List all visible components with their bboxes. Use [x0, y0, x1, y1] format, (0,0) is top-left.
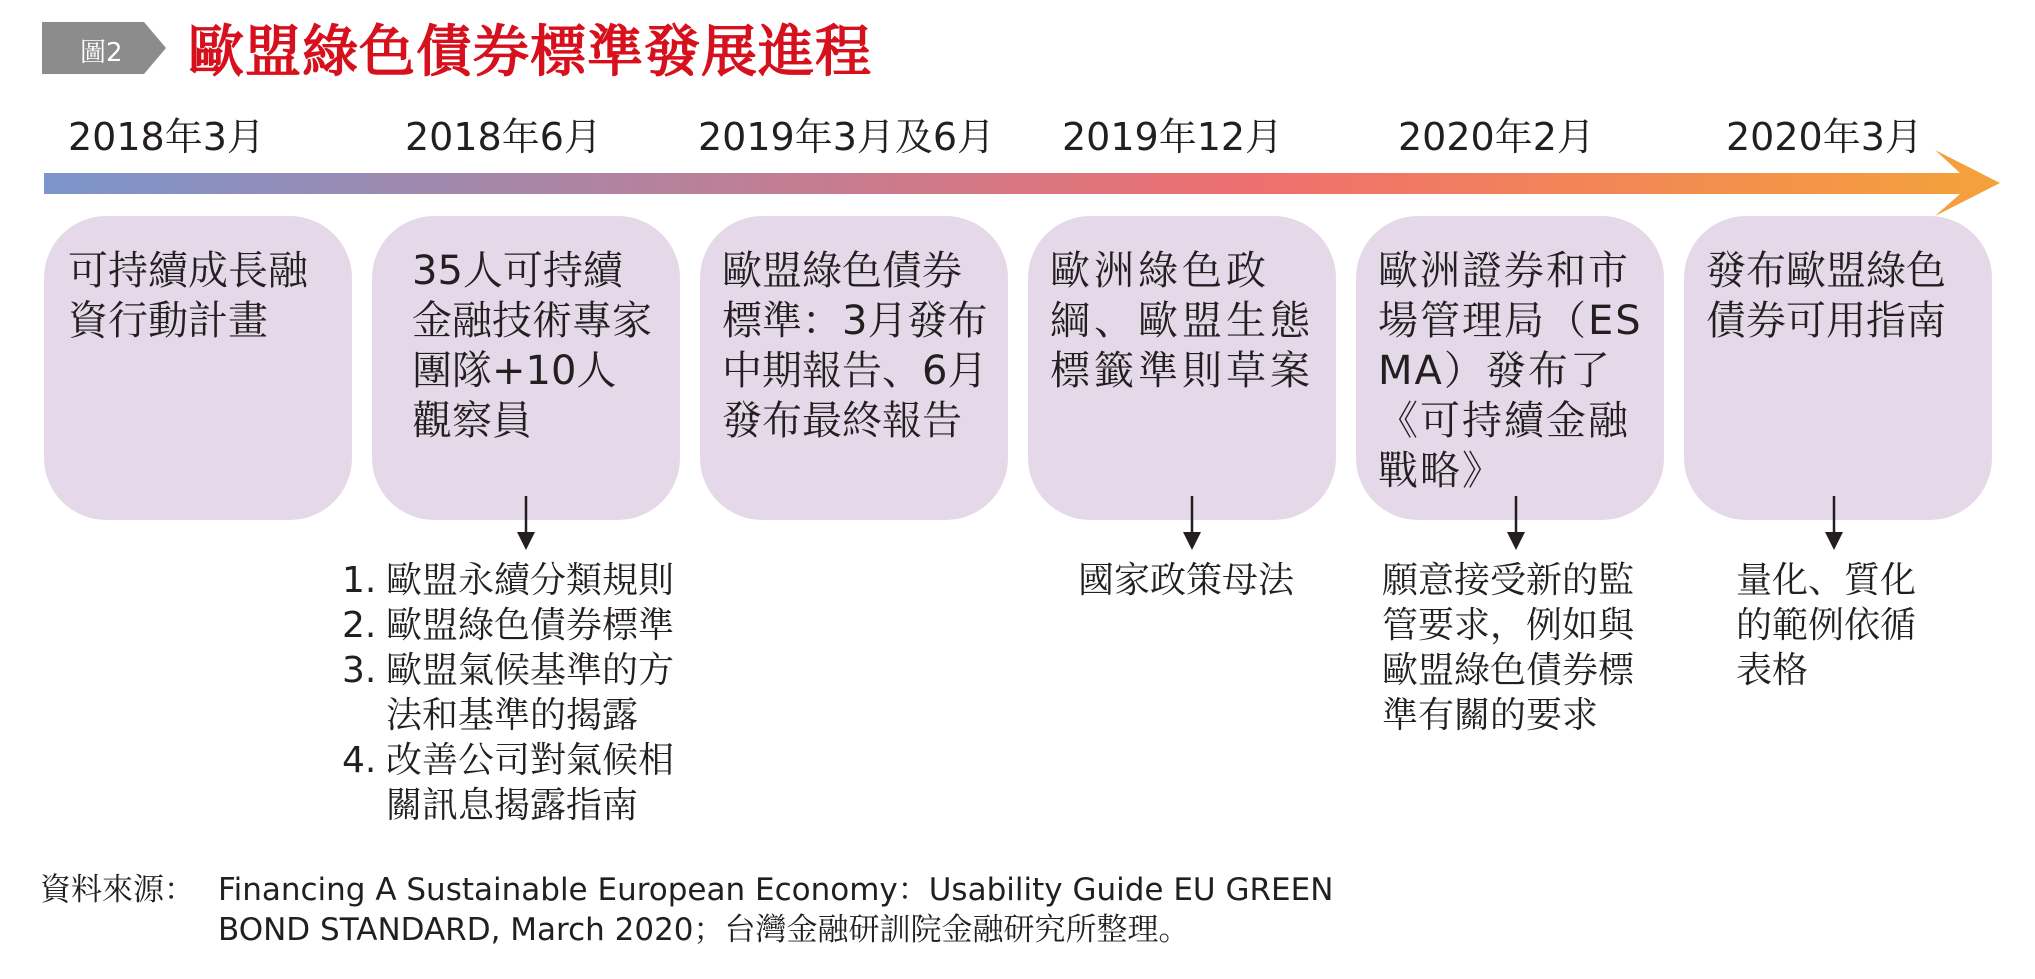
- outcome-item-text: 改善公司對氣候相關訊息揭露指南: [386, 740, 675, 826]
- figure-tag-label: 圖2: [80, 38, 123, 68]
- outcome-item-number: 3.: [342, 650, 377, 691]
- down-arrow-icon-4: [1180, 496, 1204, 552]
- outcome-item-number: 2.: [342, 605, 377, 646]
- outcome-item-text: 歐盟綠色債券標準: [386, 605, 675, 646]
- milestone-box-6: [1684, 216, 1992, 520]
- milestone-date-6: 2020年3月: [1726, 115, 1923, 159]
- milestone-date-2: 2018年6月: [405, 115, 602, 159]
- outcome-text-6: 量化、質化的範例依循表格: [1736, 560, 1917, 691]
- source-line-1: Financing A Sustainable European Economy：Usability Guide EU GREEN: [218, 872, 1334, 908]
- figure-title: 歐盟綠色債券標準發展進程: [188, 19, 872, 85]
- down-arrow-icon-5: [1504, 496, 1528, 552]
- outcome-item-number: 4.: [342, 740, 377, 781]
- outcome-item-text: 歐盟永續分類規則: [386, 560, 675, 601]
- milestone-box-5-text: 歐洲證券和市場管理局（ESMA）發布了《可持續金融戰略》: [1378, 248, 1643, 494]
- milestone-box-3: [700, 216, 1008, 520]
- milestone-date-3: 2019年3月及6月: [698, 115, 996, 159]
- milestone-box-4-text: 歐洲綠色政綱、歐盟生態標籤準則草案: [1050, 248, 1314, 394]
- outcome-item: [342, 603, 702, 648]
- milestone-date-5: 2020年2月: [1398, 115, 1595, 159]
- source-label: 資料來源：: [40, 872, 195, 908]
- outcome-item-number: 1.: [342, 560, 377, 601]
- outcome-text-4: 國家政策母法: [1078, 560, 1295, 601]
- milestone-box-4: [1028, 216, 1336, 520]
- outcome-list-2: [342, 558, 702, 828]
- milestone-date-4: 2019年12月: [1062, 115, 1284, 159]
- outcome-item-text: 歐盟氣候基準的方法和基準的揭露: [386, 650, 675, 736]
- outcome-item: [342, 558, 702, 603]
- milestone-box-5: [1356, 216, 1664, 520]
- milestone-box-1-text: 可持續成長融資行動計畫: [68, 248, 308, 344]
- milestone-box-3-text: 歐盟綠色債券標準：3月發布中期報告、6月發布最終報告: [722, 248, 988, 444]
- timeline-arrow-body: [44, 150, 2000, 216]
- outcome-item: [342, 738, 702, 828]
- outcome-item: [342, 648, 702, 738]
- milestone-box-1: [44, 216, 352, 520]
- milestone-box-2-text: 35人可持續金融技術專家團隊+10人觀察員: [412, 248, 652, 444]
- down-arrow-icon-6: [1822, 496, 1846, 552]
- down-arrow-icon-2: [514, 496, 538, 552]
- milestone-box-2: [372, 216, 680, 520]
- milestone-box-6-text: 發布歐盟綠色債券可用指南: [1706, 248, 1946, 344]
- milestone-date-1: 2018年3月: [68, 115, 265, 159]
- source-line-2: BOND STANDARD, March 2020；台灣金融研訓院金融研究所整理。: [218, 912, 1190, 948]
- timeline-arrow: [0, 0, 2035, 230]
- outcome-text-5: 願意接受新的監管要求，例如與歐盟綠色債券標準有關的要求: [1382, 560, 1635, 736]
